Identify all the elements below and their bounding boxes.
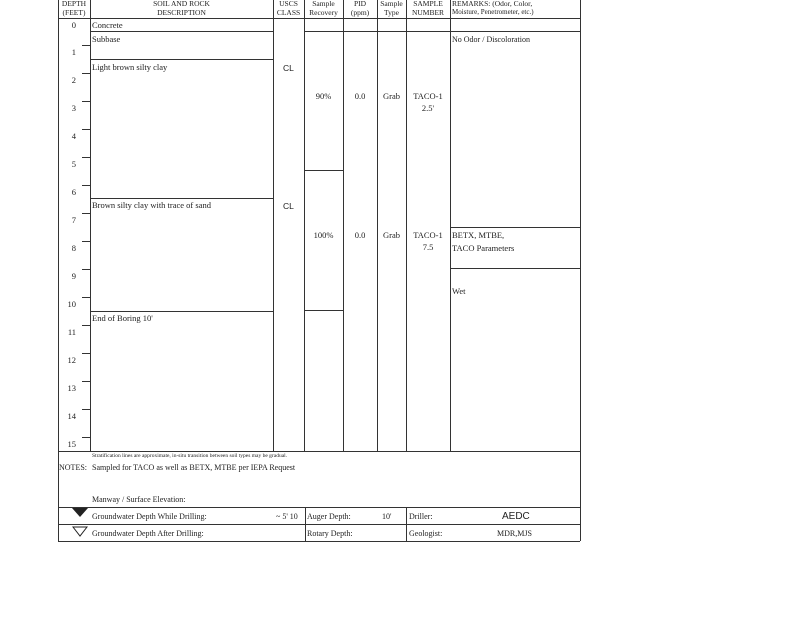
header-remarks-1: REMARKS: (Odor, Color, bbox=[452, 0, 533, 8]
header-type-1: Sample bbox=[380, 0, 403, 8]
depth-tick bbox=[82, 157, 90, 158]
layer-description: Brown silty clay with trace of sand bbox=[92, 200, 211, 210]
depth-tick bbox=[82, 73, 90, 74]
sample-number-depth: 7.5 bbox=[422, 242, 434, 252]
header-pid-1: PID bbox=[353, 0, 367, 8]
sample-recovery: 90% bbox=[315, 91, 332, 101]
depth-label: 5 bbox=[71, 159, 76, 169]
depth-label: 9 bbox=[71, 271, 76, 281]
depth-tick bbox=[82, 297, 90, 298]
depth-label: 10 bbox=[67, 299, 76, 309]
remark-analytes: BETX, MTBE, bbox=[452, 230, 505, 240]
depth-label: 3 bbox=[71, 103, 76, 113]
header-rule bbox=[58, 18, 580, 19]
layer-description: Subbase bbox=[92, 34, 121, 44]
remarks-rule-2 bbox=[450, 268, 580, 269]
header-soil-2: DESCRIPTION bbox=[157, 8, 206, 17]
depth-label: 2 bbox=[71, 75, 76, 85]
footer-divider-a bbox=[305, 507, 306, 541]
layer-rule-concrete bbox=[90, 31, 273, 32]
log-bottom-rule bbox=[58, 451, 580, 452]
col-divider-type bbox=[406, 0, 407, 451]
rotary-label: Rotary Depth: bbox=[307, 529, 353, 538]
col-divider-soil bbox=[273, 0, 274, 451]
header-uscs-2: CLASS bbox=[276, 8, 301, 17]
header-number-2: NUMBER bbox=[411, 8, 445, 17]
remark-no-odor: No Odor / Discoloration bbox=[452, 35, 530, 44]
header-remarks-2: Moisture, Penetrometer, etc.) bbox=[452, 8, 534, 16]
depth-label: 7 bbox=[71, 215, 76, 225]
depth-label: 12 bbox=[67, 355, 76, 365]
depth-label: 15 bbox=[67, 439, 76, 449]
depth-label: 14 bbox=[67, 411, 76, 421]
sample-recovery: 100% bbox=[313, 230, 334, 240]
gw-after-label: Groundwater Depth After Drilling: bbox=[92, 529, 204, 538]
depth-label: 4 bbox=[71, 131, 76, 141]
depth-tick bbox=[82, 353, 90, 354]
sample-pid: 0.0 bbox=[354, 91, 366, 101]
header-uscs-1: USCS bbox=[279, 0, 298, 8]
sample-pid: 0.0 bbox=[354, 230, 366, 240]
layer-description: End of Boring 10' bbox=[92, 313, 153, 323]
col-divider-depth bbox=[90, 0, 91, 451]
sample-number-depth: 2.5' bbox=[421, 103, 435, 113]
recovery-rule-1 bbox=[304, 170, 343, 171]
header-recovery-1: Sample bbox=[312, 0, 335, 8]
depth-tick bbox=[82, 269, 90, 270]
sample-number: TACO-1 bbox=[413, 91, 443, 101]
header-soil-1: SOIL AND ROCK bbox=[153, 0, 210, 8]
layer-uscs: CL bbox=[283, 63, 294, 73]
depth-tick bbox=[82, 45, 90, 46]
depth-tick bbox=[82, 241, 90, 242]
depth-tick bbox=[82, 381, 90, 382]
col-divider-uscs bbox=[304, 0, 305, 451]
notes-text: Sampled for TACO as well as BETX, MTBE per IEPA Request bbox=[92, 463, 296, 472]
remark-wet: Wet bbox=[452, 286, 466, 296]
header-depth-2: (FEET) bbox=[62, 8, 86, 17]
gw-while-value: ~ 5' 10 bbox=[276, 512, 298, 521]
layer-rule-subbase-top bbox=[304, 31, 580, 32]
driller-value: AEDC bbox=[502, 511, 530, 522]
footer-rule-2 bbox=[58, 524, 580, 525]
depth-label: 13 bbox=[67, 383, 76, 393]
depth-tick bbox=[82, 129, 90, 130]
gw-while-label: Groundwater Depth While Drilling: bbox=[92, 512, 207, 521]
col-divider-number bbox=[450, 0, 451, 451]
stratification-note: Stratification lines are approximate, in-situ transition between soil types may be gradual. bbox=[92, 453, 288, 459]
header-pid-2: (ppm) bbox=[350, 8, 370, 17]
footer-rule-1 bbox=[58, 507, 580, 508]
layer-uscs: CL bbox=[283, 201, 294, 211]
auger-value: 10' bbox=[382, 512, 392, 521]
depth-label: 0 bbox=[71, 20, 76, 30]
driller-label: Driller: bbox=[409, 512, 433, 521]
header-depth-1: DEPTH bbox=[61, 0, 87, 8]
table-border-left bbox=[58, 0, 59, 541]
depth-tick bbox=[82, 437, 90, 438]
header-recovery-2: Recovery bbox=[309, 8, 338, 17]
layer-description: Light brown silty clay bbox=[92, 62, 168, 72]
footer-rule-3 bbox=[58, 541, 580, 542]
depth-tick bbox=[82, 325, 90, 326]
depth-label: 6 bbox=[71, 187, 76, 197]
manway-label: Manway / Surface Elevation: bbox=[92, 495, 186, 504]
notes-label: NOTES: bbox=[59, 463, 87, 472]
depth-label: 1 bbox=[71, 47, 76, 57]
sample-type: Grab bbox=[383, 91, 400, 101]
footer-divider-b bbox=[406, 507, 407, 541]
groundwater-filled-triangle-icon bbox=[72, 508, 88, 518]
layer-rule-end bbox=[90, 311, 273, 312]
header-number-1: SAMPLE bbox=[413, 0, 443, 8]
depth-tick bbox=[82, 185, 90, 186]
recovery-rule-2 bbox=[304, 310, 343, 311]
depth-label: 8 bbox=[71, 243, 76, 253]
sample-type: Grab bbox=[383, 230, 400, 240]
table-border-right bbox=[580, 0, 581, 541]
layer-description: Concrete bbox=[92, 20, 123, 30]
remarks-rule-1 bbox=[450, 227, 580, 228]
depth-tick bbox=[82, 101, 90, 102]
depth-label: 11 bbox=[67, 327, 76, 337]
header-type-2: Type bbox=[384, 8, 399, 17]
depth-tick bbox=[82, 213, 90, 214]
auger-label: Auger Depth: bbox=[307, 512, 351, 521]
remark-taco-params: TACO Parameters bbox=[452, 243, 515, 253]
sample-number: TACO-1 bbox=[413, 230, 443, 240]
col-divider-recovery bbox=[343, 0, 344, 451]
geologist-value: MDR,MJS bbox=[497, 529, 532, 538]
layer-rule-silty-clay bbox=[90, 59, 273, 60]
depth-tick bbox=[82, 409, 90, 410]
layer-rule-brown-clay bbox=[90, 198, 273, 199]
groundwater-open-triangle-icon bbox=[72, 526, 88, 537]
col-divider-pid bbox=[377, 0, 378, 451]
geologist-label: Geologist: bbox=[409, 529, 443, 538]
